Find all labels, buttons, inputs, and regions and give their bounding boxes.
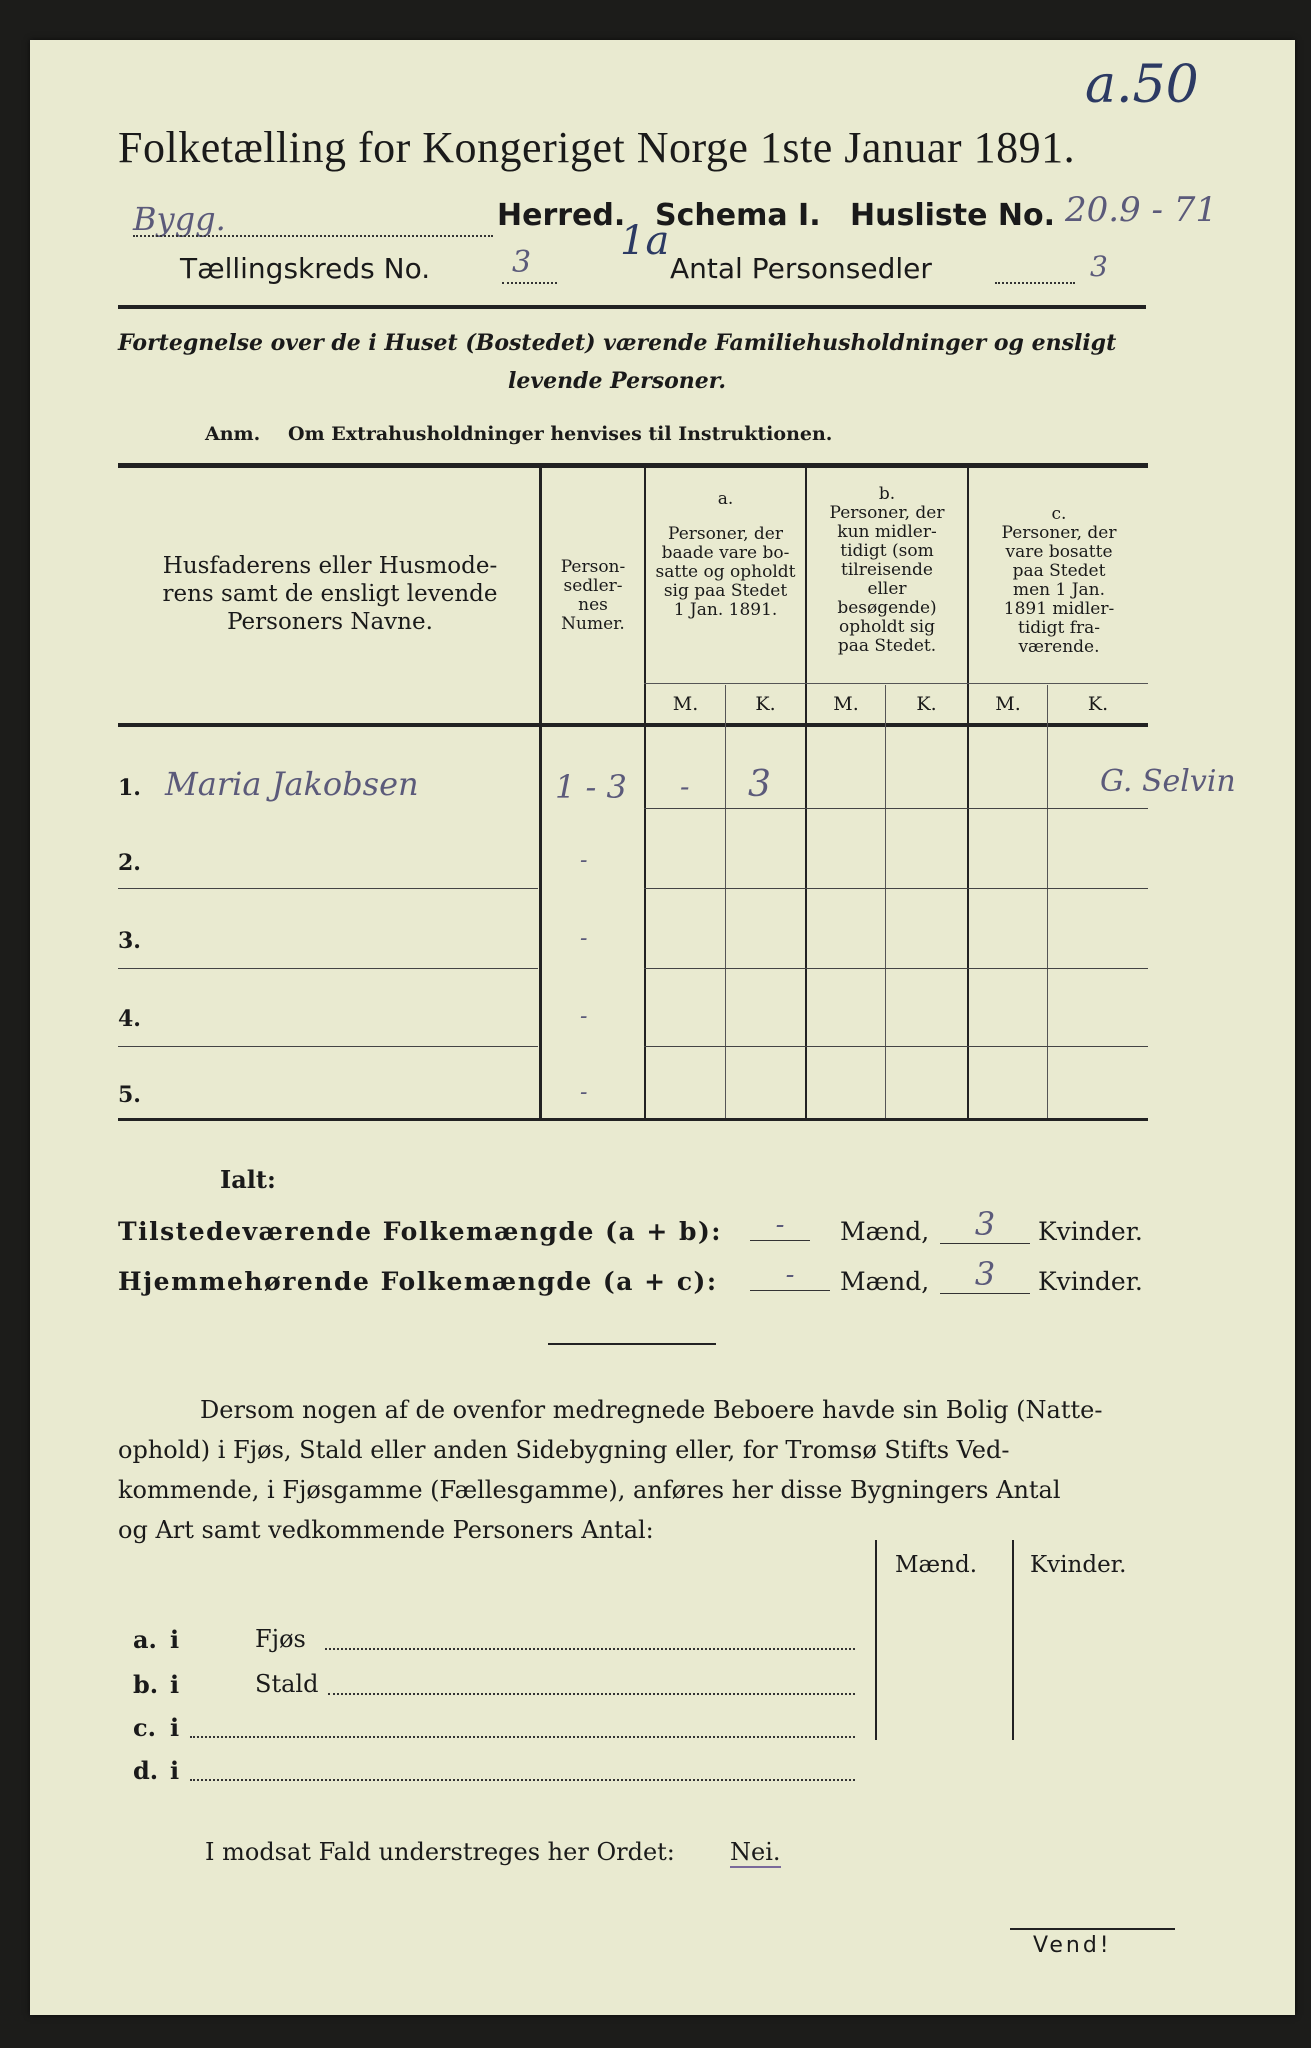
- col-header-number-line: sedler-: [563, 576, 623, 596]
- col-header-a-line: Personer, der: [668, 524, 783, 544]
- intro-line2: levende Personer.: [508, 368, 726, 394]
- census-form-page: [30, 40, 1295, 2015]
- footer-maend-header: Mænd.: [895, 1552, 978, 1578]
- item-letter: c.: [133, 1713, 156, 1742]
- form-title: Folketælling for Kongeriget Norge 1ste Januar 1891.: [118, 123, 1076, 172]
- c-k-header: K.: [1087, 693, 1109, 715]
- herred-value: Bygg.: [133, 200, 226, 238]
- row-a-m: -: [680, 770, 690, 803]
- col-header-name-line: Personers Navne.: [227, 609, 433, 635]
- row-number: 5.: [118, 1082, 141, 1108]
- col-header-name-line: rens samt de ensligt levende: [162, 581, 498, 607]
- row-line: [118, 968, 538, 969]
- item-i: i: [170, 1625, 180, 1654]
- footer-col-line-1: [875, 1540, 877, 1740]
- c-m-header: M.: [995, 693, 1021, 715]
- row-line: [118, 1046, 538, 1047]
- row-line: [644, 888, 1148, 889]
- footer-paragraph-line: Dersom nogen af de ovenfor medregnede Beboere havde sin Bolig (Natte-: [200, 1396, 1103, 1424]
- row-name: Maria Jakobsen: [165, 765, 419, 803]
- modsat-text: I modsat Fald understreges her Ordet:: [205, 1838, 675, 1866]
- row-c-k: G. Selvin: [1100, 764, 1236, 799]
- col-header-b-line: paa Stedet.: [837, 636, 937, 656]
- tilstede-maend-value: -: [750, 1210, 810, 1241]
- col-header-b-line: besøgende): [837, 598, 937, 618]
- ialt-label: Ialt:: [220, 1165, 276, 1194]
- kvinder-label: Kvinder.: [1038, 1267, 1143, 1296]
- col-header-c-line: 1891 midler-: [1003, 599, 1115, 619]
- footer-col-line-2: [1012, 1540, 1014, 1740]
- item-i: i: [170, 1670, 180, 1699]
- b-k-header: K.: [916, 693, 937, 715]
- kreds-sub: 1a: [620, 218, 670, 264]
- herred-dotline: [133, 235, 493, 237]
- herred-label: Herred.: [497, 198, 626, 233]
- footer-paragraph: [118, 1390, 1158, 1550]
- col-header-number: [542, 558, 644, 634]
- mk-header-rule: [644, 683, 1148, 684]
- col-header-c-line: vare bosatte: [1005, 542, 1113, 562]
- col-header-b-line: eller: [867, 579, 907, 599]
- table-top-rule: [118, 463, 1148, 468]
- husliste-value: 20.9 - 71: [1065, 190, 1218, 230]
- col-line-a-mk: [725, 685, 726, 1118]
- item-label: Stald: [255, 1670, 319, 1698]
- col-header-name-line: Husfaderens eller Husmode-: [162, 553, 498, 579]
- item-letter: b.: [133, 1670, 159, 1699]
- schema-label: Schema I.: [655, 198, 821, 233]
- antal-label: Antal Personsedler: [670, 252, 932, 285]
- col-header-number-line: nes: [578, 595, 608, 615]
- col-header-c-line: Personer, der: [1001, 523, 1117, 543]
- husliste-label: Husliste No.: [850, 198, 1055, 233]
- col-header-number-line: Numer.: [561, 614, 625, 634]
- antal-value: 3: [1090, 250, 1108, 283]
- col-header-b-line: tidigt (som: [840, 541, 934, 561]
- row-personsedler: -: [580, 1080, 588, 1105]
- item-dotline: [328, 1693, 855, 1695]
- corner-mark: a.50: [1085, 55, 1199, 115]
- col-header-b-line: tilreisende: [840, 560, 933, 580]
- col-header-number-line: Person-: [560, 557, 626, 577]
- section-divider: [548, 1343, 716, 1345]
- col-header-a: [646, 490, 805, 620]
- table-header-rule: [118, 723, 1148, 727]
- row-line: [644, 808, 1148, 809]
- col-header-a-line: satte og opholdt: [655, 562, 796, 582]
- row-number: 1.: [118, 775, 141, 801]
- row-personsedler: -: [580, 848, 588, 873]
- item-i: i: [170, 1713, 180, 1742]
- hjemme-label: Hjemmehørende Folkemængde (a + c):: [118, 1267, 718, 1296]
- col-header-b: [807, 485, 967, 656]
- row-line: [644, 1046, 1148, 1047]
- col-header-b-line: opholdt sig: [839, 617, 935, 637]
- item-letter: a.: [133, 1625, 157, 1654]
- row-personsedler: 1 - 3: [555, 768, 627, 806]
- item-i: i: [170, 1756, 180, 1785]
- col-line-b-mk: [885, 685, 886, 1118]
- tilstede-kvinder-value: 3: [940, 1205, 1030, 1244]
- row-personsedler: -: [580, 926, 588, 951]
- footer-paragraph-line: og Art samt vedkommende Personers Antal:: [118, 1516, 654, 1544]
- row-line: [118, 888, 538, 889]
- item-dotline: [190, 1736, 855, 1738]
- row-number: 4.: [118, 1006, 141, 1032]
- item-letter: d.: [133, 1756, 159, 1785]
- anm-label: Anm.: [205, 423, 261, 445]
- col-line-c-mk: [1047, 685, 1048, 1118]
- item-dotline: [190, 1779, 855, 1781]
- col-header-a-line: baade vare bo-: [661, 543, 790, 563]
- hjemme-kvinder-value: 3: [940, 1255, 1030, 1294]
- col-header-c-line: værende.: [1018, 637, 1100, 657]
- row-a-k: 3: [748, 764, 771, 805]
- footer-paragraph-line: kommende, i Fjøsgamme (Fællesgamme), anføres her disse Bygningers Antal: [118, 1476, 1061, 1504]
- col-header-a-line: sig paa Stedet: [663, 581, 788, 601]
- col-header-a-line: 1 Jan. 1891.: [673, 600, 778, 620]
- col-header-c: [969, 505, 1149, 657]
- maend-label: Mænd,: [840, 1217, 930, 1246]
- maend-label: Mænd,: [840, 1267, 930, 1296]
- col-header-b-line: Personer, der: [829, 503, 945, 523]
- vend-label: Vend!: [1033, 1933, 1112, 1958]
- row-number: 2.: [118, 850, 141, 876]
- col-header-c-letter: c.: [1051, 504, 1067, 524]
- item-dotline: [325, 1648, 855, 1650]
- footer-paragraph-line: ophold) i Fjøs, Stald eller anden Sidebygning eller, for Tromsø Stifts Ved-: [118, 1436, 1010, 1464]
- intro-line1: Fortegnelse over de i Huset (Bostedet) værende Familiehusholdninger og ensligt: [118, 330, 1117, 356]
- col-header-b-letter: b.: [878, 484, 896, 504]
- vend-rule: [1010, 1928, 1175, 1930]
- kreds-dotline: [502, 282, 557, 284]
- col-header-a-letter: a.: [717, 489, 734, 509]
- kvinder-label: Kvinder.: [1038, 1217, 1143, 1246]
- a-k-header: K.: [755, 693, 776, 715]
- anm-text: Om Extrahusholdninger henvises til Instruktionen.: [288, 423, 833, 445]
- row-line: [644, 968, 1148, 969]
- item-label: Fjøs: [255, 1625, 306, 1653]
- col-header-b-line: kun midler-: [837, 522, 937, 542]
- kreds-value: 3: [512, 245, 532, 280]
- tilstede-label: Tilstedeværende Folkemængde (a + b):: [118, 1217, 723, 1246]
- col-header-c-line: paa Stedet: [1012, 561, 1106, 581]
- antal-dotline: [995, 282, 1075, 284]
- hjemme-maend-value: -: [750, 1260, 830, 1291]
- row-number: 3.: [118, 928, 141, 954]
- col-header-c-line: tidigt fra-: [1017, 618, 1100, 638]
- kreds-label: Tællingskreds No.: [180, 252, 431, 285]
- b-m-header: M.: [833, 693, 859, 715]
- footer-kvinder-header: Kvinder.: [1030, 1552, 1127, 1578]
- a-m-header: M.: [672, 693, 699, 715]
- nei-word: Nei.: [730, 1838, 781, 1866]
- header-divider: [118, 305, 1146, 309]
- table-bottom-rule: [118, 1118, 1148, 1121]
- col-header-name: [130, 552, 530, 636]
- col-header-c-line: men 1 Jan.: [1012, 580, 1106, 600]
- row-personsedler: -: [580, 1004, 588, 1029]
